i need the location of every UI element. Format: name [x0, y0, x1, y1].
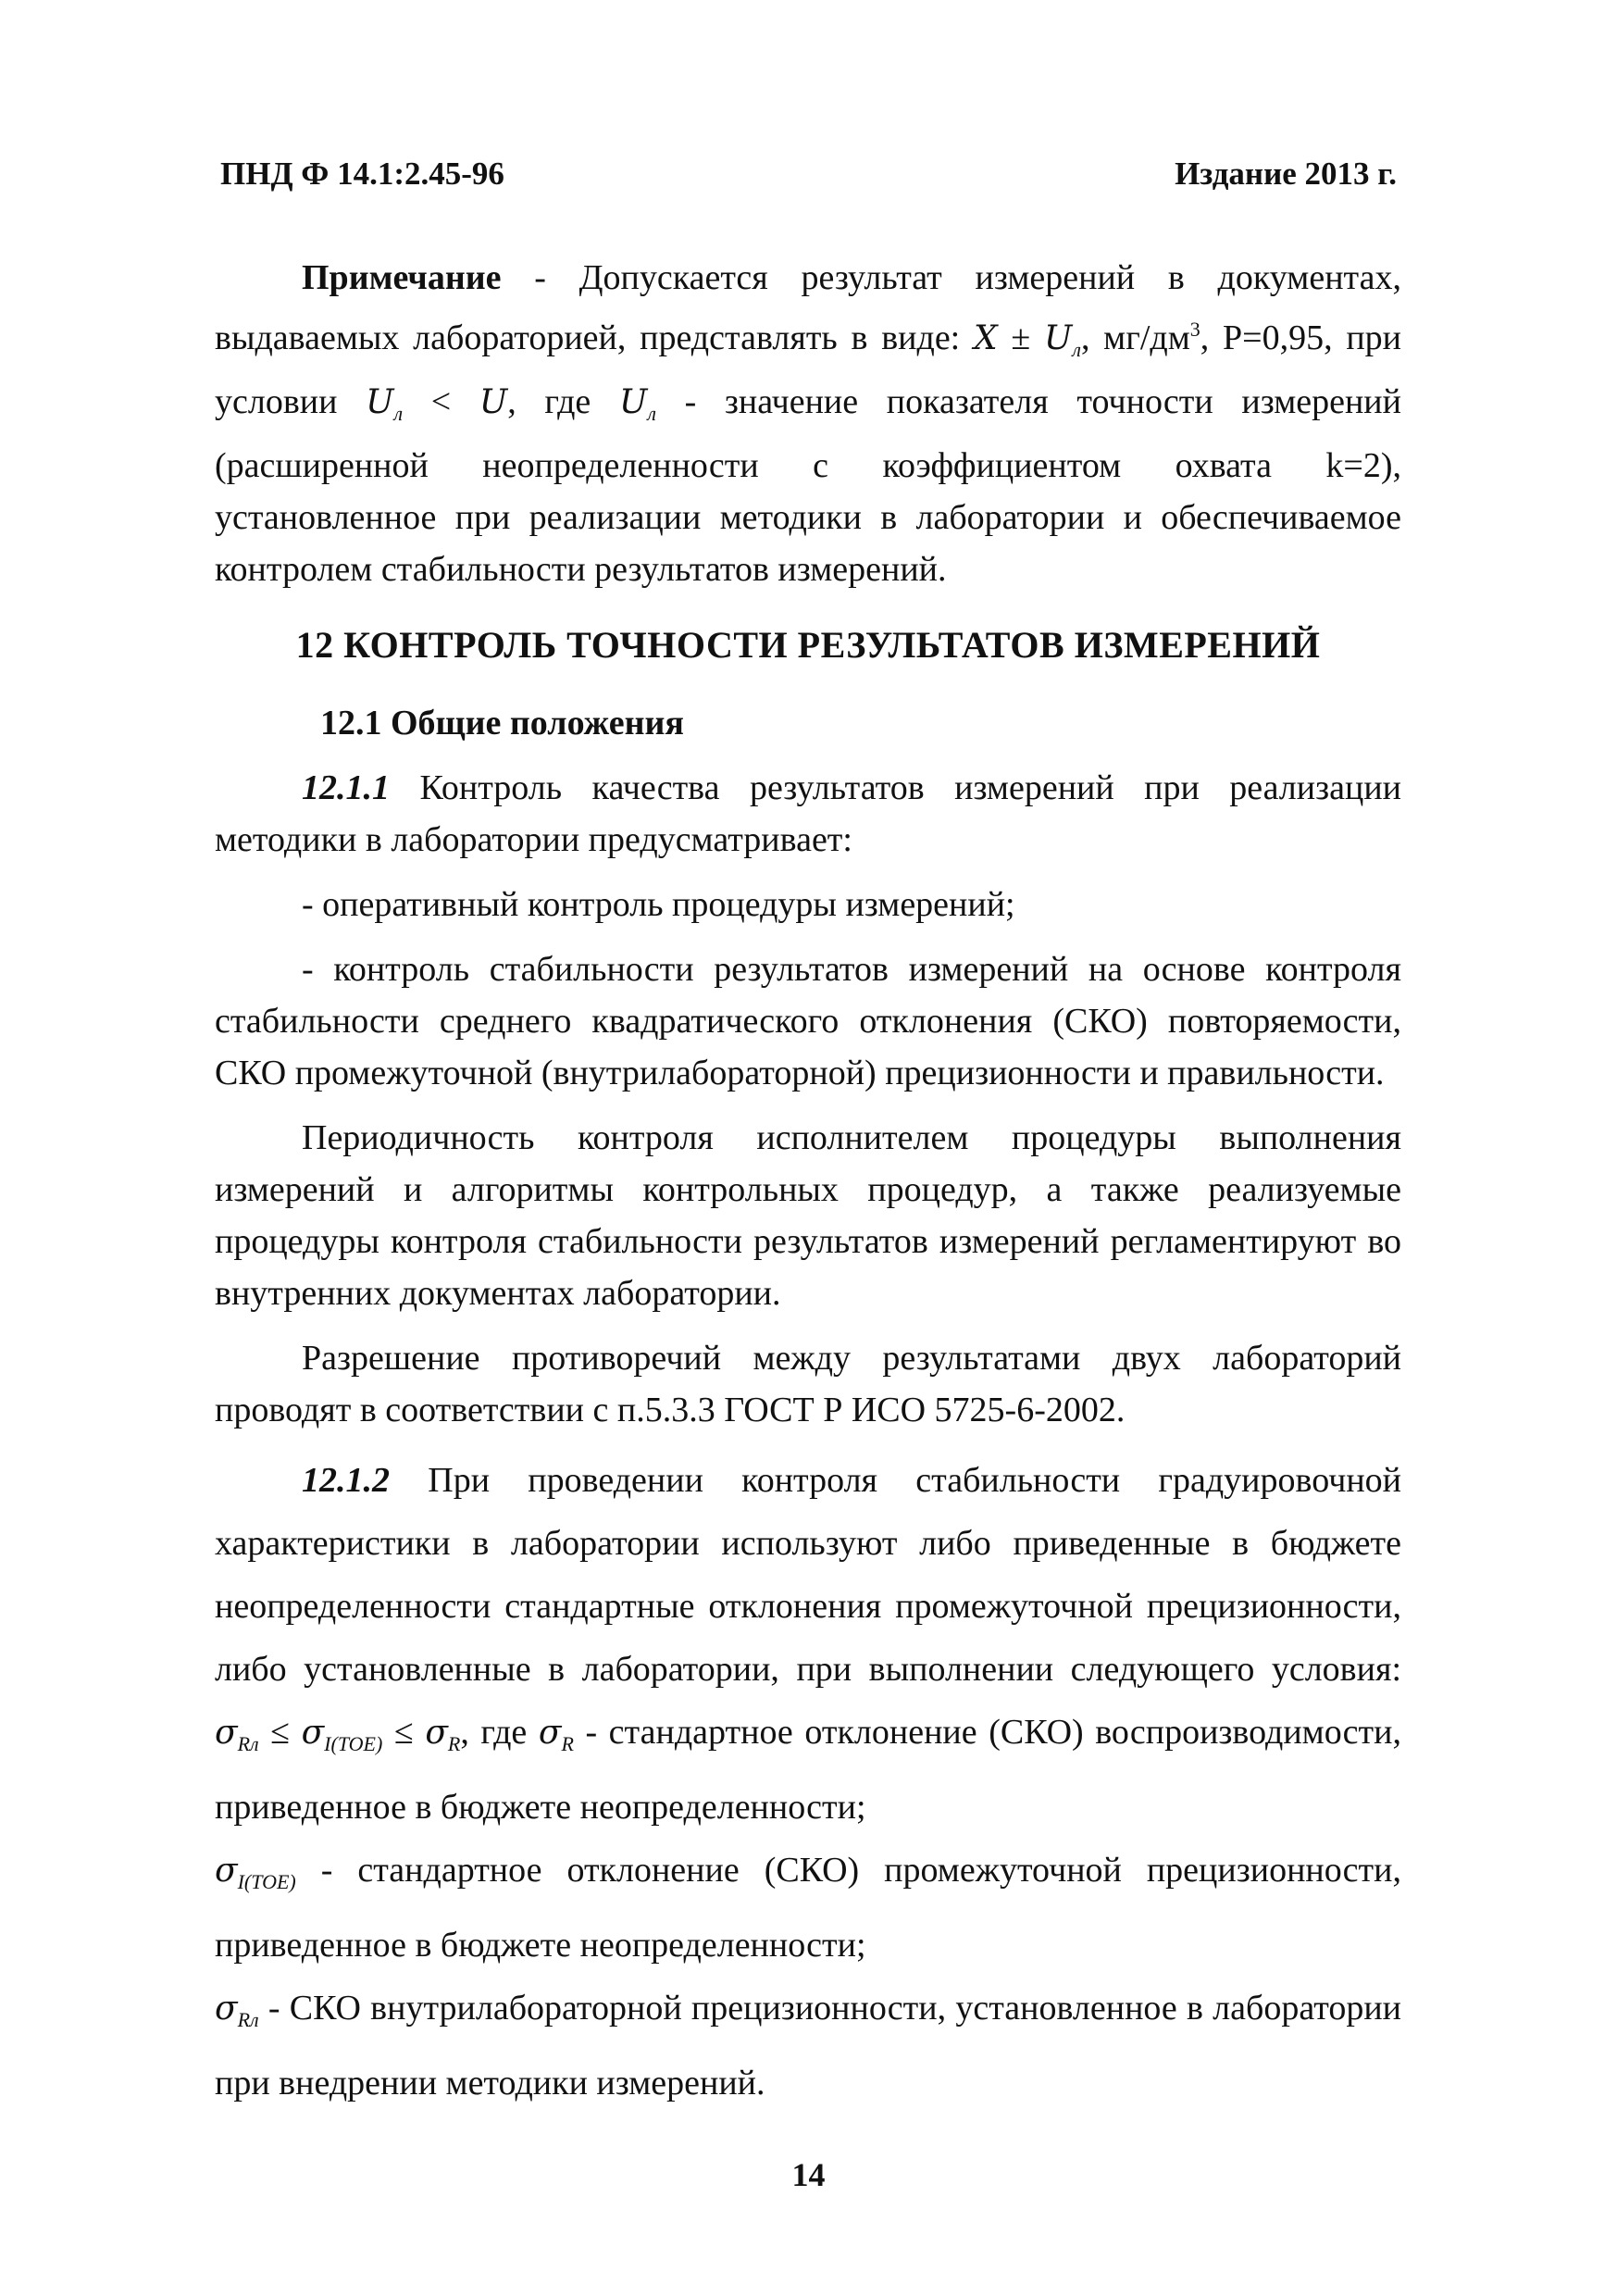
sigma-itoe-subscript: I(TOE): [324, 1732, 383, 1755]
definition-rl-paragraph: [215, 1977, 1401, 2115]
sigma-r: σ: [425, 1714, 448, 1752]
definition-sigma-r: - стандартное отклонение (СКО) воспроизводимости, приведенное в бюджете неопределенности;: [215, 1713, 1401, 1827]
sigma-r-subscript: R: [447, 1732, 461, 1755]
def-sigma-itoe: σ: [215, 1852, 238, 1890]
definition-sigma-r-lab: - СКО внутрилабораторной прецизионности, установленное в лаборатории при внедрении методики измерений.: [215, 1989, 1401, 2103]
formula-where: , где: [460, 1713, 539, 1752]
note-where: , где: [507, 382, 619, 421]
subsection-title: 12.1 Общие положения: [320, 704, 684, 742]
note-units: , мг/дм: [1080, 318, 1190, 357]
le-sign-2: ≤: [382, 1713, 426, 1752]
inequality-formula: [215, 1713, 461, 1755]
section-title: 12 КОНТРОЛЬ ТОЧНОСТИ РЕЗУЛЬТАТОВ ИЗМЕРЕНИЙ: [295, 624, 1321, 666]
condition-expression: [366, 382, 508, 425]
where-var-u-lab: U: [618, 383, 648, 421]
le-sign-1: ≤: [258, 1713, 302, 1752]
note-text-3: - значение показателя точности измерений (расширенной неопределенности с коэффициентом охвата k=2), установленное при реализации методики в лаборатории и обеспечиваемое контролем стабильности результатов измерений.: [215, 382, 1401, 589]
sigma-itoe: σ: [301, 1714, 325, 1752]
cond-var-u-lab: U: [366, 383, 394, 421]
where-var-u-lab-subscript: л: [647, 402, 656, 425]
expression-x-pm-u: [974, 318, 1081, 361]
bullet-stability-control: - контроль стабильности результатов измерений на основе контроля стабильности среднего квадратического отклонения (СКО) повторяемости, СКО промежуточной (внутрилабораторной) прецизионности и правильности.: [215, 950, 1401, 1092]
paragraph-periodicity: Периодичность контроля исполнителем процедуры выполнения измерений и алгоритмы контрольных процедур, а также реализуемые процедуры контроля стабильности результатов измерений регламентируют во внутренних документах лаборатории.: [215, 1118, 1401, 1313]
note-label: Примечание: [302, 258, 502, 297]
paragraph-12-1-2-text: При проведении контроля стабильности градуировочной характеристики в лаборатории используют либо приведенные в бюджете неопределенности стандартные отклонения промежуточной прецизионности, либо установленные в лаборатории, при выполнении следующего условия:: [215, 1461, 1401, 1689]
plus-minus-sign: ±: [997, 318, 1044, 357]
less-than-sign: <: [403, 382, 479, 421]
paragraph-number-12-1-1: 12.1.1: [302, 768, 390, 807]
edition-label: Издание 2013 г.: [1175, 156, 1397, 192]
definition-itoe-paragraph: [215, 1839, 1401, 1977]
cond-var-u-lab-subscript: л: [393, 402, 404, 425]
def-sigma-r-subscript: R: [561, 1732, 574, 1755]
page-body: [215, 252, 1401, 2115]
paragraph-12-1-2: [215, 1449, 1401, 1839]
def-sigma-itoe-subscript: I(TOE): [237, 1870, 296, 1893]
def-sigma-r: σ: [538, 1714, 562, 1752]
cond-var-u: U: [479, 383, 508, 421]
paragraph-number-12-1-2: 12.1.2: [302, 1461, 390, 1500]
page-header: [220, 156, 1397, 202]
units-superscript: 3: [1189, 318, 1200, 341]
bullet-operative-control: - оперативный контроль процедуры измерений;: [302, 885, 1015, 924]
sigma-r-lab-subscript: Rл: [237, 1732, 259, 1755]
paragraph-contradictions: Разрешение противоречий между результатами двух лабораторий проводят в соответствии с п.5.3.3 ГОСТ Р ИСО 5725-6-2002.: [215, 1339, 1401, 1429]
def-sigma-r-lab-subscript: Rл: [237, 2008, 259, 2031]
var-u-subscript: л: [1072, 338, 1081, 361]
note-paragraph: [215, 252, 1401, 595]
paragraph-12-1-1-text: Контроль качества результатов измерений при реализации методики в лаборатории предусматривает:: [215, 768, 1401, 859]
sigma-r-lab: σ: [215, 1714, 238, 1752]
note-text-1: - Допускается результат измерений в документах, выдаваемых лабораторией, представлять в виде:: [215, 258, 1401, 357]
definition-sigma-itoe: - стандартное отклонение (СКО) промежуточной прецизионности, приведенное в бюджете неопределенности;: [215, 1851, 1401, 1965]
paragraph-12-1-1: [215, 762, 1401, 866]
document-id: ПНД Ф 14.1:2.45-96: [220, 156, 504, 192]
var-x: X: [974, 319, 998, 357]
page-number: 14: [791, 2156, 826, 2193]
def-sigma-r-lab: σ: [215, 1990, 238, 2028]
note-text-2: , P=0,95, при условии: [215, 318, 1401, 421]
var-u: U: [1044, 319, 1073, 357]
